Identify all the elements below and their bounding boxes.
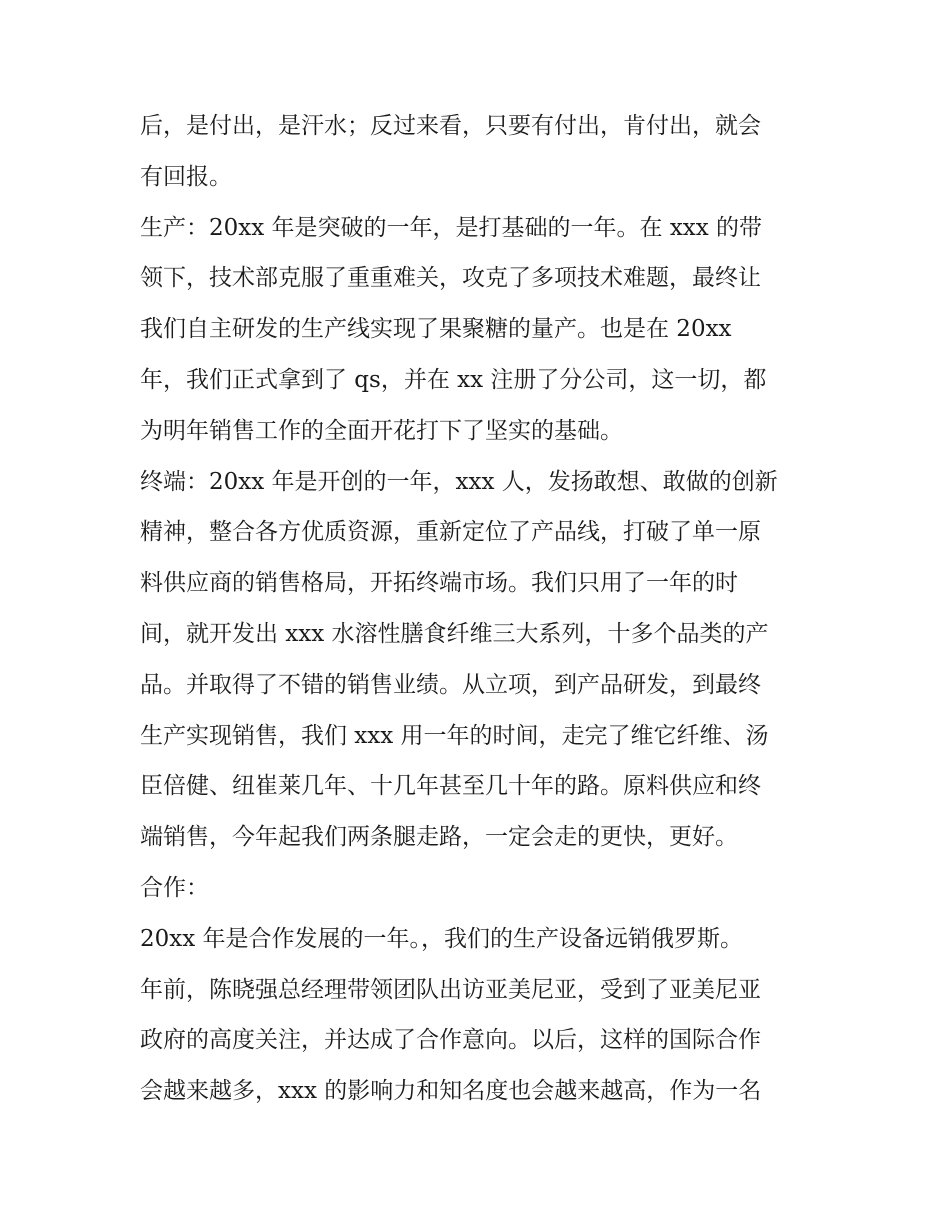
text-line: 领下，技术部克服了重重难关，攻克了多项技术难题，最终让: [140, 265, 761, 292]
text-line: 年前，陈晓强总经理带领团队出访亚美尼亚，受到了亚美尼亚: [140, 976, 761, 1003]
text-line: 臣倍健、纽崔莱几年、十几年甚至几十年的路。原料供应和终: [140, 773, 761, 800]
text-line: 品。并取得了不错的销售业绩。从立项，到产品研发，到最终: [140, 671, 761, 698]
text-line: 20xx 年是合作发展的一年。，我们的生产设备远销俄罗斯。: [140, 925, 744, 952]
text-line: 精神，整合各方优质资源，重新定位了产品线，打破了单一原: [140, 519, 761, 546]
text-line: 我们自主研发的生产线实现了果聚糖的量产。也是在 20xx: [140, 316, 732, 343]
text-line: 间，就开发出 xxx 水溶性膳食纤维三大系列，十多个品类的产: [140, 620, 769, 647]
text-line: 生产实现销售，我们 xxx 用一年的时间，走完了维它纤维、汤: [140, 722, 769, 749]
text-line: 年，我们正式拿到了 qs，并在 xx 注册了分公司，这一切，都: [140, 366, 767, 393]
text-line: 会越来越多，xxx 的影响力和知名度也会越来越高，作为一名: [140, 1078, 762, 1105]
text-line: 为明年销售工作的全面开花打下了坚实的基础。: [140, 417, 623, 444]
text-line: 后，是付出，是汗水；反过来看，只要有付出，肯付出，就会: [140, 113, 761, 139]
text-line: 料供应商的销售格局，开拓终端市场。我们只用了一年的时: [140, 570, 738, 597]
body-text: [140, 101, 820, 1117]
text-line: 终端：20xx 年是开创的一年，xxx 人，发扬敢想、敢做的创新: [140, 468, 778, 495]
text-line: 合作：: [140, 874, 209, 901]
text-line: 政府的高度关注，并达成了合作意向。以后，这样的国际合作: [140, 1027, 761, 1054]
text-line: 生产：20xx 年是突破的一年，是打基础的一年。在 xxx 的带: [140, 214, 763, 241]
text-line: 端销售，今年起我们两条腿走路，一定会走的更快，更好。: [140, 824, 738, 851]
text-line: 有回报。: [140, 163, 232, 190]
